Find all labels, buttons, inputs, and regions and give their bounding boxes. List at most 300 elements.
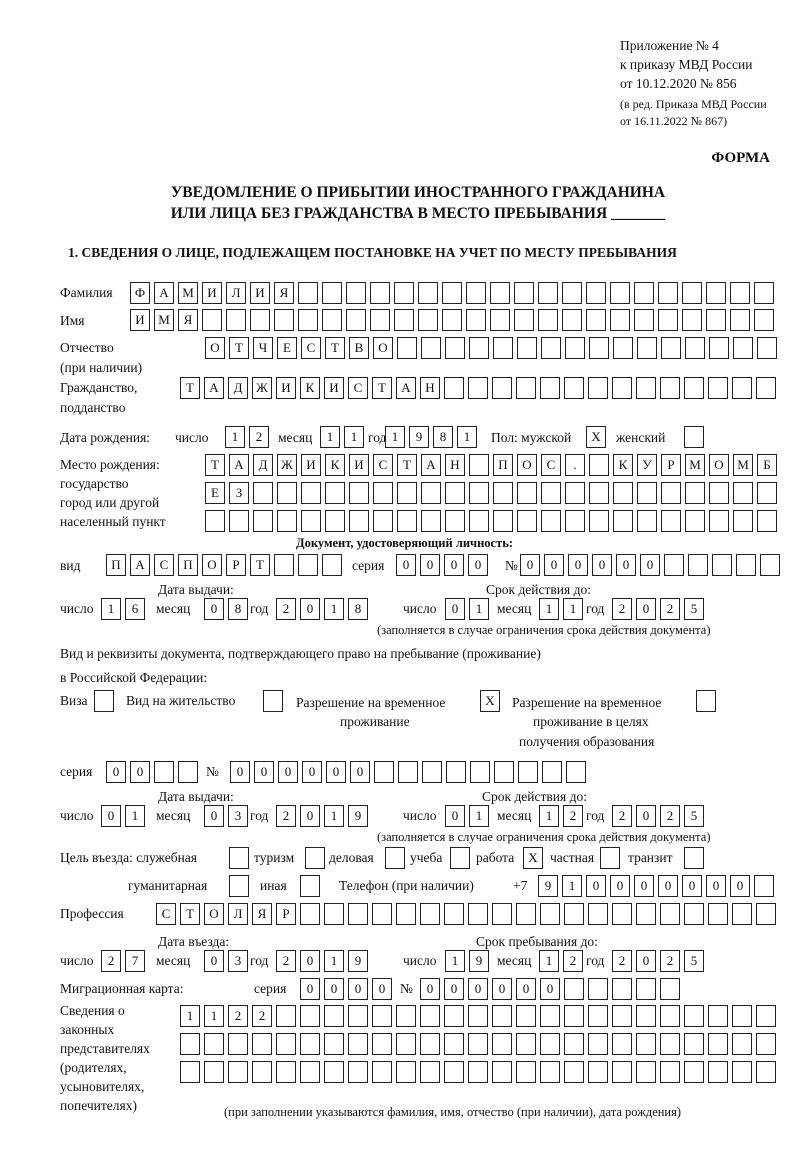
char-cell[interactable] (202, 309, 222, 331)
char-cell[interactable]: 1 (539, 805, 559, 827)
char-cell[interactable] (589, 510, 609, 532)
char-cell[interactable] (444, 1033, 464, 1055)
char-cell[interactable]: 0 (636, 598, 656, 620)
checkbox[interactable] (600, 847, 620, 869)
char-cell[interactable]: 0 (396, 554, 416, 576)
char-cell[interactable] (756, 903, 776, 925)
char-cell[interactable] (277, 482, 297, 504)
char-cell[interactable] (322, 282, 342, 304)
char-cell[interactable] (542, 761, 562, 783)
char-cell[interactable] (493, 510, 513, 532)
char-cell[interactable] (466, 282, 486, 304)
char-cell[interactable] (346, 282, 366, 304)
char-cell[interactable] (754, 282, 774, 304)
char-cell[interactable] (493, 337, 513, 359)
char-cell[interactable] (348, 1061, 368, 1083)
char-cell[interactable] (732, 903, 752, 925)
char-cell[interactable] (516, 377, 536, 399)
char-cell[interactable]: 1 (225, 426, 245, 448)
char-cell[interactable]: А (396, 377, 416, 399)
char-cell[interactable] (349, 482, 369, 504)
char-cell[interactable] (757, 337, 777, 359)
char-cell[interactable]: 0 (610, 875, 630, 897)
char-cell[interactable] (684, 1061, 704, 1083)
char-cell[interactable] (636, 1061, 656, 1083)
char-cell[interactable]: З (229, 482, 249, 504)
char-cell[interactable] (708, 1005, 728, 1027)
char-cell[interactable] (373, 510, 393, 532)
char-cell[interactable] (708, 1033, 728, 1055)
checkbox[interactable]: X (523, 847, 543, 869)
char-cell[interactable] (730, 309, 750, 331)
char-cell[interactable]: Р (276, 903, 296, 925)
char-cell[interactable]: 0 (568, 554, 588, 576)
char-cell[interactable]: Ф (130, 282, 150, 304)
char-cell[interactable] (736, 554, 756, 576)
checkbox[interactable]: X (586, 426, 606, 448)
char-cell[interactable] (754, 875, 774, 897)
char-cell[interactable] (732, 377, 752, 399)
char-cell[interactable]: Я (252, 903, 272, 925)
char-cell[interactable] (540, 1033, 560, 1055)
char-cell[interactable] (756, 1033, 776, 1055)
checkbox[interactable] (300, 875, 320, 897)
char-cell[interactable]: 0 (420, 554, 440, 576)
char-cell[interactable] (565, 337, 585, 359)
char-cell[interactable] (709, 482, 729, 504)
char-cell[interactable] (757, 510, 777, 532)
char-cell[interactable] (446, 761, 466, 783)
char-cell[interactable]: М (154, 309, 174, 331)
char-cell[interactable]: 1 (324, 805, 344, 827)
char-cell[interactable] (684, 1033, 704, 1055)
char-cell[interactable] (733, 510, 753, 532)
char-cell[interactable] (324, 1061, 344, 1083)
char-cell[interactable] (276, 1033, 296, 1055)
char-cell[interactable]: П (493, 454, 513, 476)
char-cell[interactable] (492, 377, 512, 399)
char-cell[interactable] (540, 1061, 560, 1083)
char-cell[interactable] (660, 1061, 680, 1083)
char-cell[interactable]: Т (372, 377, 392, 399)
char-cell[interactable] (180, 1061, 200, 1083)
char-cell[interactable] (636, 903, 656, 925)
char-cell[interactable]: 0 (204, 598, 224, 620)
char-cell[interactable] (688, 554, 708, 576)
char-cell[interactable] (588, 978, 608, 1000)
char-cell[interactable]: С (348, 377, 368, 399)
char-cell[interactable] (372, 1033, 392, 1055)
char-cell[interactable]: К (325, 454, 345, 476)
char-cell[interactable] (444, 377, 464, 399)
char-cell[interactable] (612, 1061, 632, 1083)
char-cell[interactable]: М (178, 282, 198, 304)
char-cell[interactable] (685, 510, 705, 532)
char-cell[interactable] (490, 309, 510, 331)
char-cell[interactable] (612, 1005, 632, 1027)
char-cell[interactable] (588, 1005, 608, 1027)
char-cell[interactable] (661, 337, 681, 359)
char-cell[interactable]: Л (228, 903, 248, 925)
checkbox[interactable] (450, 847, 470, 869)
char-cell[interactable] (469, 482, 489, 504)
char-cell[interactable]: . (565, 454, 585, 476)
char-cell[interactable]: С (156, 903, 176, 925)
char-cell[interactable] (397, 482, 417, 504)
char-cell[interactable] (372, 903, 392, 925)
char-cell[interactable] (229, 510, 249, 532)
char-cell[interactable] (684, 377, 704, 399)
char-cell[interactable]: 1 (204, 1005, 224, 1027)
char-cell[interactable]: 0 (372, 978, 392, 1000)
char-cell[interactable]: 0 (730, 875, 750, 897)
char-cell[interactable] (445, 510, 465, 532)
char-cell[interactable]: 0 (300, 978, 320, 1000)
char-cell[interactable]: 0 (468, 978, 488, 1000)
checkbox[interactable] (229, 847, 249, 869)
char-cell[interactable] (349, 510, 369, 532)
char-cell[interactable] (178, 761, 198, 783)
char-cell[interactable] (492, 1033, 512, 1055)
char-cell[interactable]: А (421, 454, 441, 476)
char-cell[interactable]: 0 (204, 950, 224, 972)
char-cell[interactable]: 1 (324, 950, 344, 972)
char-cell[interactable]: К (300, 377, 320, 399)
char-cell[interactable]: Ч (253, 337, 273, 359)
char-cell[interactable]: 0 (101, 805, 121, 827)
char-cell[interactable] (346, 309, 366, 331)
char-cell[interactable] (298, 309, 318, 331)
char-cell[interactable] (684, 903, 704, 925)
char-cell[interactable] (634, 309, 654, 331)
char-cell[interactable] (490, 282, 510, 304)
char-cell[interactable] (562, 282, 582, 304)
checkbox[interactable] (305, 847, 325, 869)
char-cell[interactable] (612, 978, 632, 1000)
char-cell[interactable] (372, 1061, 392, 1083)
checkbox[interactable] (385, 847, 405, 869)
char-cell[interactable]: 2 (228, 1005, 248, 1027)
char-cell[interactable]: И (250, 282, 270, 304)
char-cell[interactable] (589, 337, 609, 359)
char-cell[interactable] (492, 1005, 512, 1027)
char-cell[interactable]: 0 (254, 761, 274, 783)
char-cell[interactable] (610, 309, 630, 331)
char-cell[interactable] (636, 377, 656, 399)
char-cell[interactable] (324, 1033, 344, 1055)
char-cell[interactable] (276, 1061, 296, 1083)
char-cell[interactable]: 2 (612, 950, 632, 972)
char-cell[interactable] (760, 554, 780, 576)
char-cell[interactable] (180, 1033, 200, 1055)
char-cell[interactable] (538, 309, 558, 331)
char-cell[interactable]: 2 (276, 805, 296, 827)
char-cell[interactable]: О (517, 454, 537, 476)
char-cell[interactable] (420, 1061, 440, 1083)
char-cell[interactable]: 8 (348, 598, 368, 620)
char-cell[interactable] (469, 510, 489, 532)
checkbox[interactable]: X (480, 690, 500, 712)
char-cell[interactable] (730, 282, 750, 304)
char-cell[interactable]: С (541, 454, 561, 476)
char-cell[interactable]: 3 (228, 805, 248, 827)
char-cell[interactable] (298, 554, 318, 576)
char-cell[interactable] (370, 282, 390, 304)
char-cell[interactable] (589, 482, 609, 504)
char-cell[interactable]: 5 (684, 805, 704, 827)
char-cell[interactable] (394, 282, 414, 304)
char-cell[interactable]: Т (205, 454, 225, 476)
char-cell[interactable]: 0 (444, 978, 464, 1000)
char-cell[interactable]: Н (445, 454, 465, 476)
char-cell[interactable]: П (178, 554, 198, 576)
char-cell[interactable] (756, 1061, 776, 1083)
char-cell[interactable] (396, 1033, 416, 1055)
char-cell[interactable] (541, 337, 561, 359)
char-cell[interactable]: 1 (180, 1005, 200, 1027)
char-cell[interactable] (421, 482, 441, 504)
char-cell[interactable] (636, 1033, 656, 1055)
char-cell[interactable]: И (349, 454, 369, 476)
char-cell[interactable]: Р (226, 554, 246, 576)
char-cell[interactable] (516, 1061, 536, 1083)
char-cell[interactable] (516, 1033, 536, 1055)
char-cell[interactable] (252, 1061, 272, 1083)
char-cell[interactable]: 0 (300, 950, 320, 972)
char-cell[interactable] (300, 1005, 320, 1027)
char-cell[interactable] (300, 1033, 320, 1055)
char-cell[interactable] (226, 309, 246, 331)
char-cell[interactable] (637, 482, 657, 504)
char-cell[interactable] (586, 282, 606, 304)
char-cell[interactable] (442, 309, 462, 331)
char-cell[interactable] (756, 377, 776, 399)
char-cell[interactable]: 2 (563, 950, 583, 972)
char-cell[interactable]: 0 (492, 978, 512, 1000)
char-cell[interactable] (610, 282, 630, 304)
char-cell[interactable]: 5 (684, 950, 704, 972)
char-cell[interactable] (660, 978, 680, 1000)
char-cell[interactable] (418, 282, 438, 304)
char-cell[interactable] (422, 761, 442, 783)
char-cell[interactable]: 0 (278, 761, 298, 783)
char-cell[interactable]: 8 (433, 426, 453, 448)
char-cell[interactable]: 9 (348, 805, 368, 827)
char-cell[interactable] (613, 510, 633, 532)
char-cell[interactable] (636, 978, 656, 1000)
char-cell[interactable]: 2 (276, 598, 296, 620)
char-cell[interactable] (444, 903, 464, 925)
char-cell[interactable] (252, 1033, 272, 1055)
char-cell[interactable]: 7 (125, 950, 145, 972)
checkbox[interactable] (684, 847, 704, 869)
char-cell[interactable] (492, 1061, 512, 1083)
char-cell[interactable] (372, 1005, 392, 1027)
char-cell[interactable] (373, 482, 393, 504)
char-cell[interactable] (253, 482, 273, 504)
char-cell[interactable] (562, 309, 582, 331)
char-cell[interactable]: И (130, 309, 150, 331)
char-cell[interactable]: 1 (101, 598, 121, 620)
char-cell[interactable] (712, 554, 732, 576)
char-cell[interactable] (492, 903, 512, 925)
char-cell[interactable]: А (229, 454, 249, 476)
char-cell[interactable] (634, 282, 654, 304)
char-cell[interactable] (637, 510, 657, 532)
char-cell[interactable] (684, 1005, 704, 1027)
char-cell[interactable]: 1 (469, 805, 489, 827)
char-cell[interactable] (514, 282, 534, 304)
char-cell[interactable]: 2 (252, 1005, 272, 1027)
char-cell[interactable] (348, 903, 368, 925)
char-cell[interactable]: 0 (230, 761, 250, 783)
char-cell[interactable] (514, 309, 534, 331)
char-cell[interactable] (298, 282, 318, 304)
char-cell[interactable]: 0 (350, 761, 370, 783)
char-cell[interactable] (685, 482, 705, 504)
char-cell[interactable]: Т (250, 554, 270, 576)
char-cell[interactable] (253, 510, 273, 532)
char-cell[interactable] (706, 309, 726, 331)
char-cell[interactable] (421, 337, 441, 359)
char-cell[interactable] (418, 309, 438, 331)
char-cell[interactable] (636, 1005, 656, 1027)
char-cell[interactable] (613, 482, 633, 504)
char-cell[interactable]: Д (228, 377, 248, 399)
char-cell[interactable]: Т (180, 377, 200, 399)
char-cell[interactable] (541, 482, 561, 504)
char-cell[interactable] (468, 1033, 488, 1055)
char-cell[interactable]: 6 (125, 598, 145, 620)
char-cell[interactable]: 2 (276, 950, 296, 972)
char-cell[interactable]: 0 (445, 598, 465, 620)
char-cell[interactable] (541, 510, 561, 532)
char-cell[interactable]: 0 (634, 875, 654, 897)
char-cell[interactable]: 1 (344, 426, 364, 448)
char-cell[interactable]: Б (757, 454, 777, 476)
char-cell[interactable] (396, 1005, 416, 1027)
char-cell[interactable] (682, 309, 702, 331)
char-cell[interactable] (470, 761, 490, 783)
char-cell[interactable]: А (204, 377, 224, 399)
char-cell[interactable] (444, 1005, 464, 1027)
char-cell[interactable] (396, 903, 416, 925)
char-cell[interactable] (444, 1061, 464, 1083)
char-cell[interactable]: А (130, 554, 150, 576)
char-cell[interactable]: 1 (320, 426, 340, 448)
char-cell[interactable]: 0 (130, 761, 150, 783)
char-cell[interactable] (324, 1005, 344, 1027)
char-cell[interactable]: 0 (204, 805, 224, 827)
char-cell[interactable] (660, 1005, 680, 1027)
char-cell[interactable] (154, 761, 174, 783)
char-cell[interactable]: 0 (682, 875, 702, 897)
char-cell[interactable] (682, 282, 702, 304)
char-cell[interactable] (708, 1061, 728, 1083)
char-cell[interactable] (494, 761, 514, 783)
char-cell[interactable]: Н (420, 377, 440, 399)
char-cell[interactable]: О (373, 337, 393, 359)
char-cell[interactable] (466, 309, 486, 331)
char-cell[interactable] (660, 1033, 680, 1055)
char-cell[interactable]: 9 (409, 426, 429, 448)
char-cell[interactable] (325, 482, 345, 504)
checkbox[interactable] (263, 690, 283, 712)
char-cell[interactable]: И (202, 282, 222, 304)
char-cell[interactable] (398, 761, 418, 783)
char-cell[interactable]: Я (274, 282, 294, 304)
char-cell[interactable] (589, 454, 609, 476)
char-cell[interactable] (664, 554, 684, 576)
char-cell[interactable]: Е (205, 482, 225, 504)
char-cell[interactable] (564, 1033, 584, 1055)
char-cell[interactable] (588, 1033, 608, 1055)
char-cell[interactable] (732, 1033, 752, 1055)
char-cell[interactable]: Я (178, 309, 198, 331)
char-cell[interactable] (348, 1005, 368, 1027)
char-cell[interactable] (637, 337, 657, 359)
char-cell[interactable] (301, 510, 321, 532)
char-cell[interactable] (588, 903, 608, 925)
char-cell[interactable] (228, 1033, 248, 1055)
char-cell[interactable]: 9 (469, 950, 489, 972)
char-cell[interactable] (442, 282, 462, 304)
char-cell[interactable] (394, 309, 414, 331)
char-cell[interactable]: 0 (640, 554, 660, 576)
char-cell[interactable]: 1 (539, 598, 559, 620)
char-cell[interactable]: С (154, 554, 174, 576)
char-cell[interactable]: 0 (300, 805, 320, 827)
char-cell[interactable]: 9 (538, 875, 558, 897)
char-cell[interactable] (469, 337, 489, 359)
char-cell[interactable]: 2 (660, 950, 680, 972)
char-cell[interactable] (421, 510, 441, 532)
char-cell[interactable]: 1 (324, 598, 344, 620)
char-cell[interactable] (660, 903, 680, 925)
char-cell[interactable] (301, 482, 321, 504)
char-cell[interactable]: 0 (300, 598, 320, 620)
char-cell[interactable] (733, 482, 753, 504)
char-cell[interactable]: Д (253, 454, 273, 476)
char-cell[interactable] (564, 1005, 584, 1027)
char-cell[interactable] (445, 482, 465, 504)
char-cell[interactable] (420, 903, 440, 925)
char-cell[interactable]: 2 (563, 805, 583, 827)
char-cell[interactable]: 0 (106, 761, 126, 783)
char-cell[interactable] (660, 377, 680, 399)
char-cell[interactable] (586, 309, 606, 331)
char-cell[interactable]: Р (661, 454, 681, 476)
char-cell[interactable] (756, 1005, 776, 1027)
char-cell[interactable]: 1 (562, 875, 582, 897)
char-cell[interactable] (754, 309, 774, 331)
char-cell[interactable] (250, 309, 270, 331)
char-cell[interactable] (564, 377, 584, 399)
checkbox[interactable] (684, 426, 704, 448)
char-cell[interactable]: 2 (249, 426, 269, 448)
char-cell[interactable] (322, 309, 342, 331)
char-cell[interactable] (445, 337, 465, 359)
char-cell[interactable] (709, 337, 729, 359)
char-cell[interactable] (397, 337, 417, 359)
char-cell[interactable]: Ж (277, 454, 297, 476)
char-cell[interactable] (708, 903, 728, 925)
char-cell[interactable] (538, 282, 558, 304)
char-cell[interactable]: Т (397, 454, 417, 476)
char-cell[interactable] (468, 1005, 488, 1027)
char-cell[interactable]: 1 (469, 598, 489, 620)
char-cell[interactable]: 0 (444, 554, 464, 576)
